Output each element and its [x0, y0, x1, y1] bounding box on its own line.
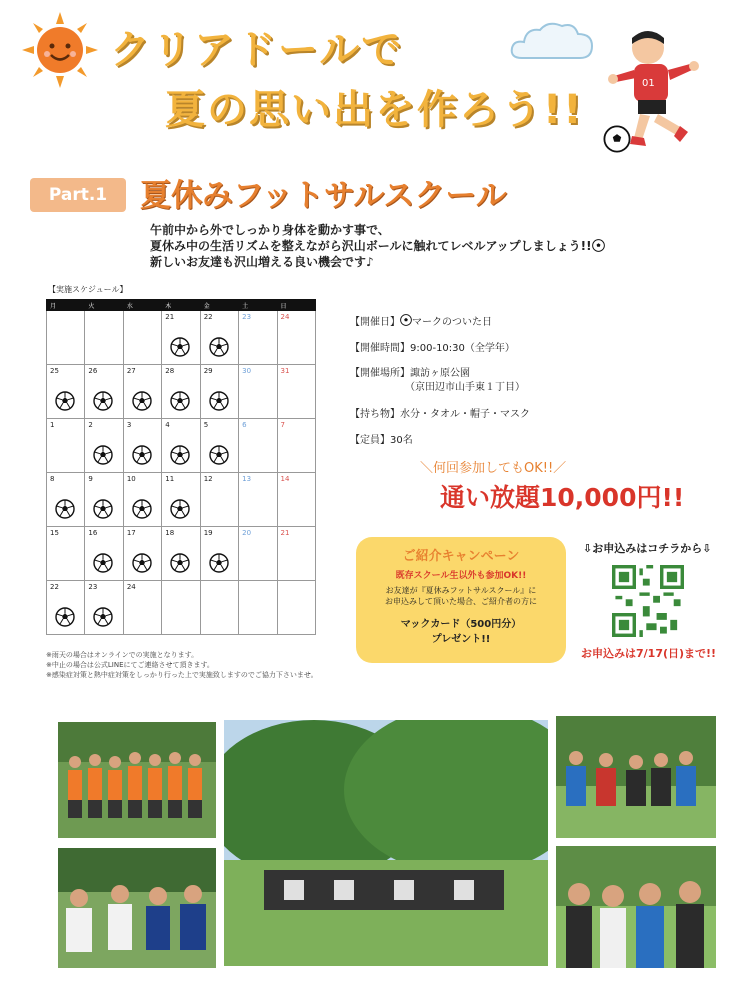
calendar-day-cell — [200, 365, 238, 419]
soccer-ball-icon — [209, 445, 229, 465]
detail-place-address: （京田辺市山手東１丁目） — [405, 382, 525, 393]
calendar-weekday: 水 — [123, 300, 161, 311]
campaign-box — [356, 537, 566, 663]
calendar-day-number: 25 — [50, 367, 59, 375]
calendar-day-number: 15 — [50, 529, 59, 537]
calendar-day-cell — [200, 473, 238, 527]
calendar-day-cell — [123, 419, 161, 473]
calendar-day-cell — [162, 311, 200, 365]
calendar-day-number: 7 — [280, 421, 285, 429]
calendar-week-row — [47, 419, 316, 473]
campaign-body-1: お友達が『夏休みフットサルスクール』に — [385, 586, 537, 595]
calendar-day-number: 1 — [50, 421, 55, 429]
price-subtitle: ＼何回参加してもOK!!／ — [420, 461, 567, 476]
note-line: ※感染症対策と熱中症対策をしっかり行った上で実施致しますのでご協力下さいませ。 — [46, 671, 318, 679]
calendar-week-row — [47, 365, 316, 419]
calendar-day-number: 19 — [203, 529, 213, 537]
photo-group-in-park — [224, 720, 548, 966]
calendar-day-cell — [200, 311, 238, 365]
calendar-day-cell — [47, 581, 85, 635]
campaign-title: ご紹介キャンペーン — [402, 549, 520, 564]
calendar-weekday: 木 — [162, 300, 200, 311]
calendar-day-cell — [123, 311, 161, 365]
calendar-day-number: 22 — [203, 313, 213, 321]
calendar-day-cell — [277, 473, 315, 527]
soccer-ball-icon — [209, 553, 229, 573]
calendar-day-cell — [123, 473, 161, 527]
calendar-day-cell — [277, 581, 315, 635]
campaign-body-2: お申込みして頂いた場合、ご紹介者の方に — [385, 597, 537, 606]
calendar-day-number: 11 — [165, 475, 175, 483]
calendar-day-number: 31 — [280, 367, 290, 375]
calendar-day-cell — [277, 365, 315, 419]
calendar-week-row — [47, 581, 316, 635]
detail-capacity: 【定員】30名 — [350, 435, 413, 446]
calendar-day-number: 21 — [280, 529, 290, 537]
calendar-day-number: 26 — [88, 367, 98, 375]
calendar-day-number: 13 — [242, 475, 252, 483]
calendar-day-number: 22 — [50, 583, 59, 591]
calendar-day-cell — [200, 527, 238, 581]
campaign-gift-1: マックカード（500円分） — [400, 619, 522, 630]
calendar-day-cell — [277, 527, 315, 581]
calendar-day-number: 20 — [242, 529, 252, 537]
title-line-2: 夏の思い出を作ろう!! — [165, 87, 584, 133]
calendar-day-number: 30 — [242, 367, 252, 375]
intro-line-1: 午前中から外でしっかり身体を動かす事で、 — [150, 223, 390, 237]
soccer-ball-icon — [93, 607, 113, 627]
cloud-icon — [508, 18, 596, 64]
calendar-day-cell — [277, 419, 315, 473]
calendar-day-number: 21 — [165, 313, 175, 321]
calendar-day-number: 29 — [203, 367, 213, 375]
price-main: 通い放題10,000円!! — [440, 483, 685, 512]
calendar-day-cell — [239, 527, 277, 581]
soccer-ball-icon — [93, 499, 113, 519]
sun-icon — [22, 12, 98, 88]
calendar-day-number: 24 — [280, 313, 290, 321]
calendar-day-cell — [162, 473, 200, 527]
detail-items: 【持ち物】水分・タオル・帽子・マスク — [350, 409, 530, 420]
calendar-day-number: 8 — [50, 475, 55, 483]
calendar-day-number: 2 — [88, 421, 93, 429]
schedule-calendar — [46, 299, 316, 635]
soccer-ball-icon — [170, 553, 190, 573]
calendar-day-number: 24 — [126, 583, 136, 591]
soccer-ball-icon — [55, 499, 75, 519]
calendar-week-row — [47, 311, 316, 365]
calendar-day-cell — [47, 419, 85, 473]
calendar-day-cell — [123, 527, 161, 581]
calendar-day-number: 14 — [280, 475, 290, 483]
soccer-ball-icon — [592, 239, 605, 252]
calendar-day-cell — [85, 311, 123, 365]
photo-kids-with-trophies — [556, 716, 716, 838]
qr-code-icon[interactable] — [612, 565, 684, 637]
calendar-day-number: 28 — [165, 367, 175, 375]
calendar-day-number: 3 — [126, 421, 132, 429]
apply-deadline: お申込みは7/17(日)まで!! — [581, 647, 717, 660]
calendar-day-cell — [47, 527, 85, 581]
calendar-day-cell — [85, 365, 123, 419]
soccer-ball-icon — [55, 391, 75, 411]
soccer-ball-icon — [132, 445, 152, 465]
calendar-day-number: 27 — [126, 367, 136, 375]
calendar-day-cell — [162, 365, 200, 419]
soccer-ball-icon — [400, 314, 412, 326]
calendar-day-number: 12 — [203, 475, 213, 483]
calendar-day-number: 18 — [165, 529, 175, 537]
calendar-day-number: 23 — [242, 313, 252, 321]
calendar-day-cell — [162, 527, 200, 581]
calendar-day-cell — [47, 311, 85, 365]
calendar-day-number: 4 — [165, 421, 170, 429]
calendar-day-number: 9 — [88, 475, 93, 483]
note-line: ※中止の場合は公式LINEにてご連絡させて頂きます。 — [46, 661, 214, 669]
calendar-day-cell — [200, 419, 238, 473]
campaign-highlight: 既存スクール生以外も参加OK!! — [395, 571, 527, 581]
calendar-weekday: 月 — [47, 300, 85, 311]
soccer-ball-icon — [170, 499, 190, 519]
calendar-day-cell — [123, 365, 161, 419]
calendar-day-number: 10 — [126, 475, 136, 483]
calendar-week-row — [47, 473, 316, 527]
calendar-weekday: 土 — [239, 300, 277, 311]
calendar-weekday: 火 — [85, 300, 123, 311]
schedule-notes — [46, 650, 318, 680]
detail-date: 【開催日】 マークのついた日 — [350, 313, 492, 328]
calendar-weekday: 日 — [277, 300, 315, 311]
calendar-day-cell — [85, 473, 123, 527]
calendar-day-number: 17 — [126, 529, 136, 537]
calendar-day-cell — [123, 581, 161, 635]
photo-kids-in-uniforms — [58, 848, 216, 968]
soccer-ball-icon — [93, 445, 113, 465]
calendar-day-cell — [239, 473, 277, 527]
calendar-weekday: 金 — [200, 300, 238, 311]
soccer-ball-icon — [132, 499, 152, 519]
intro-line-2: 夏休み中の生活リズムを整えながら沢山ボールに触れてレベルアップしましょう!! — [150, 238, 605, 254]
calendar-day-cell — [200, 581, 238, 635]
soccer-ball-icon — [170, 337, 190, 357]
calendar-day-number: 6 — [242, 421, 247, 429]
calendar-day-cell — [162, 419, 200, 473]
intro-text — [150, 222, 605, 270]
soccer-ball-icon — [209, 391, 229, 411]
page-heading: 夏休みフットサルスクール — [140, 178, 507, 214]
svg-text:01: 01 — [642, 78, 655, 89]
calendar-day-cell — [85, 419, 123, 473]
soccer-ball-icon — [93, 391, 113, 411]
calendar-weekday-row — [47, 300, 316, 311]
calendar-day-cell — [239, 365, 277, 419]
soccer-ball-icon — [55, 607, 75, 627]
calendar-day-cell — [162, 581, 200, 635]
soccer-ball-icon — [132, 553, 152, 573]
calendar-day-cell — [239, 581, 277, 635]
soccer-ball-icon — [132, 391, 152, 411]
schedule-label: 【実施スケジュール】 — [48, 285, 128, 294]
calendar-day-cell — [85, 581, 123, 635]
campaign-gift-2: プレゼント!! — [431, 634, 491, 645]
calendar-day-number: 23 — [88, 583, 98, 591]
detail-place: 【開催場所】諏訪ヶ原公園 — [350, 368, 470, 379]
photo-kids-peace-sign — [556, 846, 716, 968]
note-line: ※雨天の場合はオンラインでの実施となります。 — [46, 651, 199, 659]
calendar-day-cell — [239, 419, 277, 473]
calendar-week-row — [47, 527, 316, 581]
calendar-day-cell — [239, 311, 277, 365]
intro-line-3: 新しいお友達も沢山増える良い機会です♪ — [150, 255, 374, 269]
calendar-day-number: 5 — [203, 421, 209, 429]
soccer-ball-icon — [170, 391, 190, 411]
soccer-ball-icon — [209, 337, 229, 357]
part-badge: Part.1 — [30, 178, 126, 212]
soccer-ball-icon — [170, 445, 190, 465]
calendar-day-cell — [47, 365, 85, 419]
soccer-ball-icon — [93, 553, 113, 573]
detail-time: 【開催時間】9:00-10:30（全学年） — [350, 343, 515, 354]
calendar-day-number: 16 — [88, 529, 98, 537]
calendar-day-cell — [47, 473, 85, 527]
calendar-day-cell — [85, 527, 123, 581]
title-line-1: クリアドールで — [110, 27, 404, 73]
apply-label: ⇩お申込みはコチラから⇩ — [583, 542, 712, 555]
calendar-day-cell — [277, 311, 315, 365]
photo-kids-orange-bibs — [58, 722, 216, 838]
soccer-ball-icon — [603, 125, 631, 153]
